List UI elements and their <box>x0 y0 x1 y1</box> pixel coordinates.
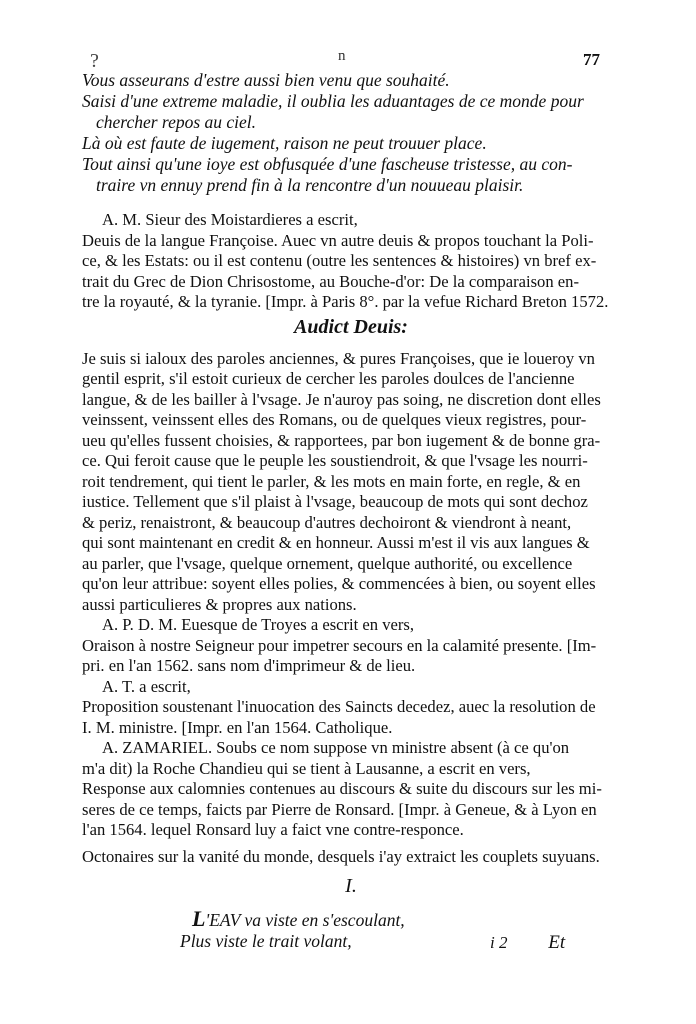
entry-line: m'a dit) la Roche Chandieu qui se tient à Lausanne, a escrit en vers, <box>82 758 531 778</box>
entry-at <box>82 677 620 739</box>
prose-line: aussi particulieres & propres aux nations. <box>82 594 357 614</box>
entry-octonaires <box>82 847 620 868</box>
verses-top <box>82 70 620 196</box>
entry-line: trait du Grec de Dion Chrisostome, au Bouche-d'or: De la comparaison en- <box>82 271 579 291</box>
prose-line: ce. Qui feroit cause que le peuple les soustiendroit, & que l'vsage les nourri- <box>82 451 588 470</box>
prose-line: gentil esprit, s'il estoit curieux de cercher les paroles doulces de l'ancienne <box>82 369 575 388</box>
entry-line: tre la royauté, & la tyranie. [Impr. à Paris 8°. par la vefue Richard Breton 1572. <box>82 292 609 311</box>
entry-moistardieres <box>82 210 620 313</box>
prose-line: qui sont maintenant en credit & en honneur. Aussi m'est il vis aux langues & <box>82 533 590 552</box>
entry-zamariel <box>82 738 620 841</box>
prose-block <box>82 349 620 616</box>
verse-line: Tout ainsi qu'une ioye est obfusquée d'une fascheuse tristesse, au con- <box>82 154 573 174</box>
entry-line: ce, & les Estats: ou il est contenu (outre les sentences & histoires) vn bref ex- <box>82 251 597 270</box>
prose-line: au parler, que l'vsage, quelque ornement, quelque authorité, ou excellence <box>82 553 573 573</box>
prose-line: qu'on leur attribue: soyent elles polies, & commencées à bien, ou soyent elles <box>82 574 596 593</box>
prose-line: roit tendrement, qui tient le parler, & les mots en main forte, en regle, & en <box>82 471 581 491</box>
verse-line <box>82 908 620 931</box>
entry-line: Oraison à nostre Seigneur pour impetrer secours en la calamité presente. [Im- <box>82 635 597 655</box>
catchword: Et <box>548 932 566 953</box>
verse-rest: 'EAV va viste en s'escoulant, <box>205 910 405 930</box>
prose-line: langue, & de les bailler à l'vsage. Je n'auroy pas soing, ne discretion dont elles <box>82 389 601 409</box>
entry-troyes <box>82 615 620 677</box>
page-number: 77 <box>583 50 600 69</box>
verse-line: Vous asseurans d'estre aussi bien venu que souhaité. <box>82 70 450 90</box>
top-mark: n <box>338 48 346 64</box>
entry-line: Proposition soustenant l'inuocation des Saincts decedez, auec la resolution de <box>82 697 596 716</box>
prose-line: iustice. Tellement que s'il plaist à l'vsage, beaucoup de mots qui sont dechoz <box>82 492 588 511</box>
section-number: I. <box>345 875 357 897</box>
entry-line: pri. en l'an 1562. sans nom d'imprimeur & de lieu. <box>82 656 416 675</box>
entry-line: A. T. a escrit, <box>102 676 191 696</box>
signature-mark: i 2 <box>490 933 508 952</box>
entry-line: I. M. ministre. [Impr. en l'an 1564. Catholique. <box>82 717 393 737</box>
verse-line: Là où est faute de iugement, raison ne peut trouuer place. <box>82 133 487 153</box>
prose-line: & periz, renaistront, & beaucoup d'autres dechoiront & viendront à neant, <box>82 512 572 532</box>
verse-line: traire vn ennuy prend fin à la rencontre d'un nouueau plaisir. <box>96 175 524 195</box>
section-heading: Audict Deuis: <box>294 315 408 338</box>
entry-line: Deuis de la langue Françoise. Auec vn autre deuis & propos touchant la Poli- <box>82 230 594 250</box>
entry-line: Response aux calomnies contenues au discours & suite du discours sur les mi- <box>82 779 602 798</box>
prose-line: veinssent, veinssent elles des Romans, ou de quelques vieux registres, pour- <box>82 410 587 429</box>
prose-line: ueu qu'elles fussent choisies, & rapportees, par bon iugement & de bonne gra- <box>82 430 601 450</box>
margin-mark: ? <box>90 50 99 72</box>
prose-line: Je suis si ialoux des paroles anciennes, & pures Françoises, que ie loueroy vn <box>82 348 595 368</box>
entry-line: A. M. Sieur des Moistardieres a escrit, <box>102 210 358 229</box>
verse-line: Plus viste le trait volant, <box>180 931 352 951</box>
entry-line: A. P. D. M. Euesque de Troyes a escrit en vers, <box>102 615 415 634</box>
verse-line: Saisi d'une extreme maladie, il oublia les aduantages de ce monde pour <box>82 91 584 111</box>
entry-line: l'an 1564. lequel Ronsard luy a faict vne contre-responce. <box>82 820 464 839</box>
page-body <box>82 70 620 952</box>
verse-line: chercher repos au ciel. <box>96 112 257 132</box>
page-footer <box>490 932 565 954</box>
entry-line: Octonaires sur la vanité du monde, desquels i'ay extraict les couplets suyuans. <box>82 846 600 866</box>
entry-line: seres de ce temps, faicts par Pierre de Ronsard. [Impr. à Geneue, & à Lyon en <box>82 799 597 819</box>
drop-letter: L <box>192 906 206 931</box>
entry-line: A. ZAMARIEL. Soubs ce nom suppose vn ministre absent (à ce qu'on <box>102 738 570 757</box>
